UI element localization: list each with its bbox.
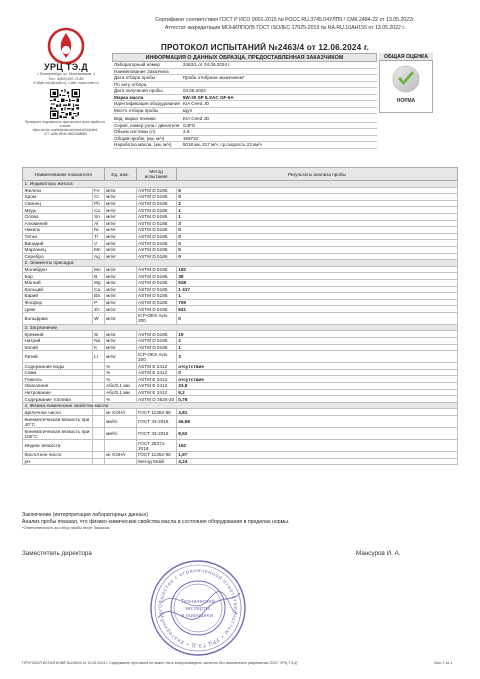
indicator-unit: %: [104, 376, 136, 383]
indicator-result: 0,76: [176, 396, 457, 403]
lab-address-line-3: E-Mail: info@urcte.ru, Сайт: www.urcte.ru: [33, 81, 99, 85]
indicator-method: ГОСТ 25371-2018: [136, 440, 176, 452]
results-section-title: 2. Элементы присадок: [23, 260, 458, 267]
sample-info-value: Проба отобрана заказчиком*: [181, 75, 376, 82]
indicator-result: 3: [176, 220, 457, 227]
indicator-name: рН: [23, 458, 93, 465]
indicator-result: 0: [176, 227, 457, 234]
sample-info-label: Серия, номер узла / двигателя: [114, 122, 180, 128]
indicator-result: 38: [176, 273, 457, 280]
indicator-symbol: [92, 440, 104, 452]
indicator-name: Натрий: [23, 338, 93, 345]
indicator-name: Кальций: [23, 286, 93, 293]
sample-info-value: 04.06.2024: [181, 88, 376, 95]
indicator-symbol: Si: [92, 331, 104, 338]
indicator-symbol: Ti: [92, 233, 104, 240]
indicator-symbol: B: [92, 273, 104, 280]
indicator-symbol: [92, 369, 104, 376]
sample-info-label: Марка масла: [113, 94, 182, 101]
indicator-symbol: Ni: [92, 227, 104, 234]
sample-info-value: 5018 км, 217 м/ч, ср.скорость 23 км/ч: [181, 142, 376, 149]
indicator-method: ASTM E 2412: [136, 369, 176, 376]
indicator-symbol: Sn: [92, 213, 104, 220]
indicator-unit: [104, 458, 136, 465]
indicator-result: 0: [176, 253, 457, 260]
indicator-name: Барий: [23, 293, 93, 300]
svg-text:и оценщики: и оценщики: [181, 613, 213, 619]
results-row: [23, 363, 458, 370]
results-row: [23, 344, 458, 351]
indicator-result: 182: [176, 266, 457, 273]
indicator-symbol: Al: [92, 220, 104, 227]
indicator-unit: мг/кг: [104, 200, 136, 207]
indicator-name: Кислотное число: [23, 452, 93, 459]
results-section-header: [23, 402, 458, 409]
indicator-symbol: [92, 428, 104, 440]
indicator-symbol: Fe: [92, 187, 104, 194]
indicator-name: Алюминий: [23, 220, 93, 227]
indicator-name: Кинематическая вязкость при 100°С: [23, 428, 93, 440]
indicator-symbol: [92, 452, 104, 459]
col-header-unit: Ед. изм.: [104, 168, 136, 181]
indicator-symbol: Na: [92, 338, 104, 345]
indicator-method: ASTM D 3525-20: [138, 396, 175, 402]
indicator-result: отсутствие: [176, 363, 457, 370]
sample-info-value: Щуп: [181, 107, 376, 114]
indicator-name: Титан: [23, 233, 93, 240]
sample-info-label: Объем системы (л): [113, 129, 182, 136]
indicator-result: 528: [176, 279, 457, 286]
results-row: [23, 273, 458, 280]
qr-caption: [10, 120, 120, 136]
footer-disclaimer: ПРОТОКОЛ ИСПЫТАНИЙ №2463/4 от 12.06.2024 г. Содержание протокола не может быть воспроизведено частично без письменного разрешения ООО "УРЦ ТЭ.Д": [22, 661, 298, 665]
qr-caption-line-4[interactable]: -477-a28e-8b4e-f2b513b8f8f4: [43, 132, 87, 137]
indicator-symbol: Mg: [92, 279, 104, 286]
indicator-result: 709: [176, 299, 457, 306]
lab-address-line-2: Тел.: 8(800)100-73-85: [48, 76, 84, 81]
results-row: [23, 331, 458, 338]
indicator-unit: мг/кг: [104, 312, 136, 324]
results-row: [23, 389, 458, 396]
results-row: [23, 416, 458, 428]
indicator-symbol: V: [92, 240, 104, 247]
results-row: [23, 383, 458, 390]
indicator-symbol: W: [92, 312, 104, 324]
sample-info-label: По акту отбора: [113, 81, 182, 88]
indicator-unit: мг/кг: [104, 213, 136, 220]
indicator-result: 162: [176, 440, 457, 452]
general-grade-value: НОРМА: [396, 98, 416, 104]
sample-info-label: Наименование Заказчика: [113, 68, 182, 75]
indicator-unit: мг/кг: [104, 240, 136, 247]
indicator-result: 4,24: [176, 458, 457, 465]
indicator-unit: мг/кг: [104, 273, 136, 280]
check-shield-icon: [392, 65, 420, 93]
indicator-unit: мг KOH/г: [104, 409, 136, 416]
results-row: [23, 452, 458, 459]
indicator-result: 1: [176, 213, 457, 220]
results-section-header: [23, 324, 458, 331]
conclusion-heading: Заключение (интерпретация лабораторных данных): [22, 512, 148, 518]
indicator-result: 0: [176, 246, 457, 253]
indicator-symbol: [92, 363, 104, 370]
indicator-symbol: Mo: [92, 266, 104, 273]
indicator-name: Кремний: [23, 331, 93, 338]
indicator-symbol: Zn: [92, 306, 104, 313]
results-row: [23, 286, 458, 293]
indicator-method: ASTM D 5185: [136, 253, 176, 260]
indicator-name: Серебро: [23, 253, 93, 260]
indicator-result: 0: [176, 233, 457, 240]
indicator-name: Калий: [23, 344, 93, 351]
qr-caption-line-2: ссылке: [59, 124, 71, 129]
col-header-indicator: Наименование показателя: [23, 168, 105, 181]
sample-info-label: Дата отбора пробы: [113, 75, 182, 82]
indicator-method: ASTM D 5185: [136, 194, 176, 201]
results-row: [23, 279, 458, 286]
sample-info-value: 169722: [181, 135, 376, 142]
indicator-name: Индекс вязкости: [23, 440, 93, 452]
indicator-method: ASTM D 5185: [136, 266, 176, 273]
sample-info-value: G4FG: [181, 122, 376, 129]
indicator-unit: мг/кг: [104, 187, 136, 194]
indicator-result: 0: [176, 312, 457, 324]
qr-caption-line-3[interactable]: https://urcte.ru/site/protocol/check/b7a3c6e4: [32, 128, 98, 133]
results-row: [23, 376, 458, 383]
results-row: [23, 396, 458, 403]
sample-info-label: Вид, марка техники: [113, 116, 182, 123]
indicator-method: ICP-OES Avio 200: [136, 312, 176, 324]
col-header-method: Метод испытания: [136, 168, 176, 181]
indicator-method: ASTM E 2412: [136, 363, 176, 370]
indicator-method: ГОСТ 33-2016: [136, 428, 176, 440]
indicator-unit: мг/кг: [104, 253, 136, 260]
indicator-method: ASTM D 5185: [136, 293, 176, 300]
indicator-method: ГОСТ 11362-96: [136, 452, 176, 459]
general-grade-header: ОБЩАЯ ОЦЕНКА: [379, 53, 433, 61]
indicator-result: 33,8: [176, 383, 457, 390]
indicator-method: ASTM D 5185: [136, 344, 176, 351]
results-row: [23, 351, 458, 363]
indicator-name: Молибден: [23, 266, 93, 273]
indicator-method: ASTM D 5185: [136, 299, 176, 306]
results-row: [23, 338, 458, 345]
indicator-result: 2: [176, 200, 457, 207]
indicator-name: Щелочное число: [23, 409, 93, 416]
indicator-result: 3,81: [176, 409, 457, 416]
results-section-title: 3. Загрязнение: [23, 324, 458, 331]
results-row: [23, 253, 458, 260]
indicator-symbol: [92, 409, 104, 416]
indicator-name: Марганец: [23, 246, 93, 253]
results-row: [23, 306, 458, 313]
indicator-method: ASTM D 5185: [136, 213, 176, 220]
indicator-method: ASTM D 5185: [136, 279, 176, 286]
indicator-symbol: [92, 389, 104, 396]
sample-info-table: [112, 53, 377, 149]
sample-info-label: Наработка масла, (км, м/ч): [113, 142, 182, 149]
results-section-title: 1. Индикаторы износа: [23, 181, 458, 188]
signatory-name: Мансуров И. А.: [356, 550, 401, 557]
indicator-unit: мг/кг: [104, 220, 136, 227]
indicator-symbol: [92, 458, 104, 465]
results-table: [22, 167, 458, 465]
sample-info-value: 5W-20 SP ILSAC GF-6A: [181, 94, 376, 101]
results-row: [23, 227, 458, 234]
indicator-symbol: Li: [92, 351, 104, 363]
indicator-symbol: Pb: [92, 200, 104, 207]
indicator-symbol: Ba: [92, 293, 104, 300]
indicator-symbol: [92, 383, 104, 390]
indicator-unit: мг/кг: [104, 266, 136, 273]
indicator-method: ASTM D 5185: [136, 246, 176, 253]
indicator-result: 0: [176, 194, 457, 201]
indicator-name: Нитрование: [23, 389, 93, 396]
official-stamp-icon: [148, 558, 248, 658]
indicator-method: ASTM D 5185: [136, 273, 176, 280]
indicator-unit: мм²/с: [104, 428, 136, 440]
indicator-unit: мг/кг: [104, 331, 136, 338]
results-row: [23, 213, 458, 220]
indicator-method: ASTM E 2412: [136, 383, 176, 390]
indicator-unit: мг/кг: [104, 279, 136, 286]
indicator-unit: мг/кг: [104, 338, 136, 345]
indicator-unit: мг/кг: [104, 299, 136, 306]
indicator-name: Магний: [23, 279, 93, 286]
indicator-name: Литий: [23, 351, 93, 363]
certification-lines: [100, 17, 470, 32]
indicator-unit: мг/кг: [104, 233, 136, 240]
qr-code-icon[interactable]: [50, 89, 80, 119]
results-row: [23, 220, 458, 227]
indicator-unit: %: [104, 369, 136, 376]
indicator-result: 0: [176, 369, 457, 376]
indicator-result: 2: [176, 338, 457, 345]
results-row: [23, 187, 458, 194]
sample-info-value: 3,6: [181, 129, 376, 136]
indicator-unit: мм²/с: [104, 416, 136, 428]
indicator-result: 19: [176, 331, 457, 338]
indicator-symbol: Ag: [92, 253, 104, 260]
indicator-unit: мг KOH/г: [104, 452, 136, 459]
results-row: [23, 266, 458, 273]
indicator-unit: мг/кг: [104, 246, 136, 253]
sample-info-label: Лабораторный номер: [113, 62, 182, 69]
indicator-name: Фосфор: [23, 299, 93, 306]
indicator-result: 1 417: [176, 286, 457, 293]
indicator-result: 1: [176, 207, 457, 214]
indicator-name: Гликоль: [23, 376, 93, 383]
sample-info-label: Дата получения пробы: [113, 88, 182, 95]
indicator-method: ICP-OES Avio 200: [136, 351, 176, 363]
indicator-method: Метод Mobil: [136, 458, 176, 465]
footer-page-number: Лист 1 из 1: [434, 661, 453, 665]
qr-caption-line-1: Проверить подлинность протокола и фото пробы по: [24, 120, 106, 124]
indicator-unit: мг/кг: [104, 286, 136, 293]
results-row: [23, 194, 458, 201]
indicator-name: Олово: [23, 213, 93, 220]
indicator-name: Железо: [23, 187, 93, 194]
indicator-result: 1: [176, 344, 457, 351]
indicator-symbol: [92, 416, 104, 428]
indicator-name: Кинематическая вязкость при 40°С: [23, 416, 93, 428]
indicator-method: ГОСТ 11362-96: [136, 409, 176, 416]
sample-info-label: Общий пробег, (км, м/ч): [113, 135, 182, 142]
sample-info-label: Идентификация оборудования: [114, 101, 180, 107]
sample-info-header: ИНФОРМАЦИЯ О ДАННЫХ ОБРАЗЦА, ПРЕДОСТАВЛЕННАЯ ЗАКАЗЧИКОМ: [113, 54, 377, 62]
indicator-method: ASTM D 5185: [136, 220, 176, 227]
indicator-method: ASTM D 5185: [136, 338, 176, 345]
svg-text:эксперты: эксперты: [185, 606, 210, 612]
results-section-header: [23, 260, 458, 267]
indicator-method: ASTM D 5185: [136, 187, 176, 194]
indicator-unit: мг/кг: [104, 351, 136, 363]
indicator-result: 841: [176, 306, 457, 313]
indicator-method: ГОСТ 33-2016: [136, 416, 176, 428]
indicator-result: 6: [176, 187, 457, 194]
sample-info-value: 2463/1 от 04.06.2024 г.: [181, 62, 376, 69]
indicator-name: Ванадий: [23, 240, 93, 247]
conclusion-note: *Ответственность за отбор пробы несет Заказчик: [22, 526, 110, 530]
indicator-unit: мг/кг: [104, 293, 136, 300]
results-section-header: [23, 181, 458, 188]
indicator-unit: %: [104, 396, 136, 403]
results-row: [23, 440, 458, 452]
results-row: [23, 369, 458, 376]
indicator-method: ASTM D 5185: [136, 207, 176, 214]
indicator-symbol: Cu: [92, 207, 104, 214]
indicator-symbol: [92, 376, 104, 383]
indicator-result: 3: [176, 351, 457, 363]
results-row: [23, 233, 458, 240]
indicator-unit: Абс/0,1 мм: [104, 389, 136, 396]
protocol-title: ПРОТОКОЛ ИСПЫТАНИЙ №2463/4 от 12.06.2024 г.: [160, 43, 370, 52]
results-row: [23, 458, 458, 465]
indicator-name: Никель: [23, 227, 93, 234]
svg-text:Общество с ограниченной ответс: Общество с ограниченной ответственностью • УРЦ ТЭ.Д • Екатеринбург: [157, 567, 239, 649]
indicator-method: ASTM D 5185: [136, 286, 176, 293]
results-row: [23, 240, 458, 247]
indicator-name: Медь: [23, 207, 93, 214]
indicator-method: ASTM D 5185: [136, 233, 176, 240]
cert-line-2: Аттестат аккредитации МОНИЛПОЛ5 ГОСТ ISO/IEC 17025-2019 № RA.RU.10АН155 от 13.05.2022 г.: [164, 24, 406, 31]
conclusion-text: Анализ пробы показал, что физико-химические свойства масла и состояние оборудования в пределах нормы.: [22, 519, 290, 525]
indicator-result: 8,52: [176, 428, 457, 440]
results-row: [23, 207, 458, 214]
lab-name: УРЦ ТЭ.Д: [44, 62, 88, 72]
indicator-symbol: P: [92, 299, 104, 306]
indicator-symbol: K: [92, 344, 104, 351]
lab-address-line-1: г. Екатеринбург, ул. Монтажников, 4: [37, 72, 95, 76]
indicator-symbol: [92, 396, 104, 403]
indicator-method: ASTM E 2412: [136, 389, 176, 396]
sample-info-row: [113, 142, 377, 149]
indicator-method: ASTM D 5185: [136, 306, 176, 313]
sample-info-label: Место отбора пробы: [113, 107, 182, 114]
indicator-name: Хром: [23, 194, 93, 201]
indicator-name: Сажа: [23, 369, 93, 376]
lab-address: [10, 72, 122, 86]
results-section-title: 4. Физико-химические свойства масла: [23, 402, 458, 409]
indicator-name: Свинец: [23, 200, 93, 207]
sample-info-value: KIA Ceed JD: [181, 101, 376, 108]
results-row: [23, 428, 458, 440]
indicator-method: ASTM D 5185: [136, 331, 176, 338]
indicator-name: Окисление: [23, 383, 93, 390]
indicator-method: ASTM E 2412: [136, 376, 176, 383]
results-row: [23, 200, 458, 207]
results-row: [23, 299, 458, 306]
indicator-name: Вольфрам: [23, 312, 93, 324]
results-row: [23, 312, 458, 324]
indicator-unit: мг/кг: [104, 194, 136, 201]
cert-line-1: Сертификат соответствия ГОСТ Р ИСО 9001-2015 № РОСС RU.3745.04УЛП0 / СМК.2484-22 от 13.05.2022г.: [155, 17, 415, 23]
indicator-method: ASTM D 5185: [136, 240, 176, 247]
indicator-unit: мг/кг: [104, 207, 136, 214]
indicator-result: 1: [176, 293, 457, 300]
indicator-unit: мг/кг: [104, 344, 136, 351]
indicator-method: ASTM D 5185: [136, 200, 176, 207]
indicator-symbol: Mn: [92, 246, 104, 253]
lab-logo-icon: [46, 26, 86, 66]
indicator-result: отсутствие: [176, 376, 457, 383]
col-header-result: Результаты анализа пробы: [176, 168, 457, 181]
indicator-method: ASTM D 5185: [136, 227, 176, 234]
indicator-name: Цинк: [23, 306, 93, 313]
sample-info-value: KIA Ceed JD: [181, 116, 376, 123]
indicator-result: 46,68: [176, 416, 457, 428]
indicator-unit: Абс/0,1 мм: [104, 383, 136, 390]
indicator-name: Содержание топлива: [23, 396, 93, 403]
indicator-result: 1,97: [176, 452, 457, 459]
indicator-name: Бор: [23, 273, 93, 280]
indicator-result: 0: [176, 240, 457, 247]
indicator-result: 9,2: [176, 389, 457, 396]
results-row: [23, 246, 458, 253]
svg-text:Технический: Технический: [181, 599, 215, 605]
indicator-unit: мг/кг: [104, 227, 136, 234]
indicator-unit: %: [104, 363, 136, 370]
results-row: [23, 409, 458, 416]
indicator-symbol: Ca: [92, 286, 104, 293]
indicator-name: Содержание воды: [23, 363, 93, 370]
signatory-position: Заместитель директора: [22, 550, 92, 557]
indicator-unit: [104, 440, 136, 452]
indicator-symbol: Cr: [92, 194, 104, 201]
results-row: [23, 293, 458, 300]
indicator-unit: мг/кг: [104, 306, 136, 313]
